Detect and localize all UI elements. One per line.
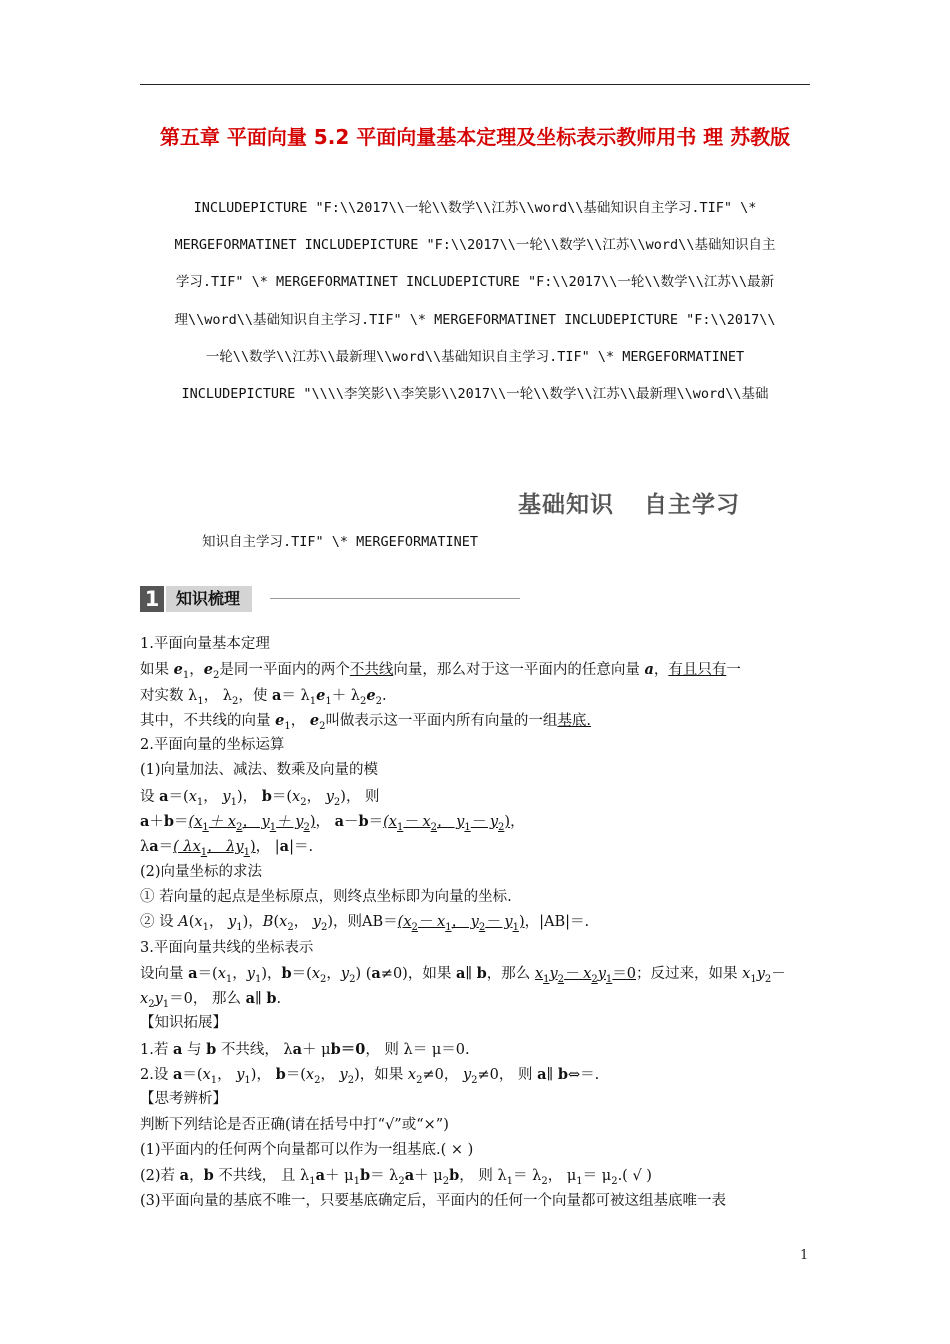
field-code-continuation: 知识自主学习.TIF" \* MERGEFORMATINET [202, 534, 479, 550]
document-title: 第五章 平面向量 5.2 平面向量基本定理及坐标表示教师用书 理 苏教版 [159, 125, 791, 149]
text-run: ) ( [355, 965, 372, 982]
text-run: y [228, 914, 237, 931]
text-run: b [261, 787, 272, 805]
text-run: 如果 [140, 662, 174, 679]
text-run: 1 [309, 695, 317, 707]
text-run: ＋ y [276, 814, 304, 831]
banner-left: 基础知识 [518, 492, 614, 518]
text-run: ＝0， 那么 [169, 991, 246, 1008]
text-run: 1 [225, 973, 233, 985]
text-run: ) [504, 814, 511, 831]
text-run: ， [189, 1168, 204, 1185]
text-run: 1 [230, 796, 237, 808]
text-run: 2 [319, 720, 326, 732]
heading-coordinate-ops: 2.平面向量的坐标运算 [140, 737, 285, 754]
text-run: 1 [197, 695, 204, 707]
text-run: ( λx [173, 839, 201, 856]
text-run: 1 [162, 999, 170, 1011]
text-run: a [172, 1040, 183, 1058]
text-run: － y [470, 814, 499, 831]
text-run: ＋ [149, 814, 164, 831]
text-run: 2 [314, 1074, 321, 1086]
text-line [140, 986, 820, 1011]
heading-knowledge-extension: 【知识拓展】 [140, 1015, 227, 1032]
text-run: 与 [182, 1041, 207, 1058]
text-run: 设向量 [140, 965, 189, 982]
text-run: ， λy [207, 839, 244, 856]
text-run: )， [261, 965, 282, 982]
text-run: ② 设 [140, 914, 179, 931]
text-line [140, 910, 820, 935]
text-run: ∥ [255, 991, 267, 1008]
text-run: ＝ λ [281, 687, 310, 704]
text-run: A [178, 914, 189, 931]
text-run: 2 [416, 1074, 423, 1086]
subheading: (1)向量加法、减法、数乘及向量的模 [140, 762, 379, 779]
text-run: b [330, 1040, 341, 1058]
text-run: 其中，不共线的向量 [140, 712, 276, 729]
field-code-line: INCLUDEPICTURE "\\\\李笑影\\李笑影\\2017\\一轮\\数学\\江苏\\最新理\\word\\基础 [181, 386, 769, 402]
text-run: 叫做表示这一平面内所有向量的一组 [325, 712, 558, 729]
text-run: 1 [182, 670, 190, 682]
text-run: a [159, 787, 169, 805]
text-run: 是同一平面内的两个 [219, 662, 350, 679]
text-run: x [292, 788, 301, 805]
text-run: 1 [236, 922, 243, 934]
text-run: ＝ [174, 814, 189, 831]
text-run: ， [320, 1067, 340, 1084]
field-code-line: 学习.TIF" \* MERGEFORMATINET INCLUDEPICTURE "F:\\2017\\一轮\\数学\\江苏\\最新 [175, 274, 775, 290]
text-run: a [188, 964, 198, 982]
section-number-badge: 1 [140, 586, 164, 612]
text-run: 2 [360, 695, 367, 707]
text-run: ＝ [368, 814, 384, 831]
text-run: ＝( [182, 1067, 203, 1084]
text-run: ＝ μ [582, 1168, 612, 1185]
text-run: 1 [254, 973, 262, 985]
field-code-line: 理\\word\\基础知识自主学习.TIF" \* MERGEFORMATINET INCLUDEPICTURE "F:\\2017\\ [174, 312, 776, 328]
text-run: 1 [284, 720, 291, 732]
text-run: x [407, 1067, 417, 1084]
text-run: x [194, 914, 203, 931]
text-run: y [222, 788, 231, 805]
text-run: a [644, 661, 654, 679]
text-run: a [140, 813, 150, 831]
text-run: 1 [506, 1176, 514, 1188]
text-run: )，则AB＝ [327, 914, 398, 931]
text-run: a [271, 686, 282, 704]
text-run: y [340, 965, 350, 982]
text-run: y [549, 965, 558, 982]
text-run: 1 [353, 1176, 360, 1188]
text-run: y [339, 1067, 348, 1084]
field-code-line: INCLUDEPICTURE "F:\\2017\\一轮\\数学\\江苏\\word\\基础知识自主学习.TIF" \* [193, 200, 757, 216]
text-line: ① 若向量的起点是坐标原点，则终点坐标即为向量的坐标. [140, 888, 512, 905]
text-line [140, 683, 820, 708]
text-line [140, 1163, 820, 1188]
text-run: (x [188, 814, 203, 831]
text-run: ＋ x [208, 814, 237, 831]
text-run: x [279, 914, 288, 931]
text-run: 2 [442, 1176, 450, 1188]
text-run: )， 则 [340, 788, 380, 805]
text-run: 1 [750, 973, 757, 985]
text-run: 有且只有 [668, 662, 727, 679]
text-run: ， | [255, 839, 280, 856]
text-run: e [309, 711, 320, 729]
top-rule [140, 84, 810, 85]
text-run: x [217, 965, 226, 982]
text-run: ， [326, 965, 341, 982]
text-run: e [316, 686, 326, 704]
section-label: 知识梳理 [166, 586, 252, 612]
heading-think-analyze: 【思考辨析】 [140, 1091, 227, 1108]
text-run: 1 [269, 821, 277, 833]
text-run: a [537, 1066, 547, 1084]
text-run: － x [564, 965, 592, 982]
text-line [140, 708, 820, 733]
text-run: 一 [726, 662, 741, 679]
text-run: x [311, 965, 320, 982]
text-line [140, 809, 820, 834]
text-line [140, 834, 820, 859]
text-run: 2 [430, 821, 438, 833]
text-run: a [172, 1066, 183, 1084]
text-run: ， [217, 1067, 237, 1084]
text-run: e [203, 661, 213, 679]
section-rule [270, 598, 520, 599]
text-run: ；反过来，如果 [636, 965, 743, 982]
text-run: ＝( [291, 965, 312, 982]
subheading: (2)向量坐标的求法 [140, 863, 263, 880]
text-run: )， [242, 914, 263, 931]
text-run: b [275, 1066, 286, 1084]
text-line: (1)平面内的任何两个向量都可以作为一组基底.( × ) [140, 1141, 474, 1158]
text-run: y [246, 965, 255, 982]
text-run: (x [383, 814, 397, 831]
text-run: ， [653, 662, 669, 679]
text-run: a [404, 1167, 415, 1185]
text-run: x [188, 788, 197, 805]
text-run: ⇔＝. [567, 1067, 600, 1084]
text-run: ＋ μ [414, 1168, 443, 1185]
text-run: 1 [576, 1176, 583, 1188]
text-run: ∥ [465, 965, 477, 982]
field-code-line: 一轮\\数学\\江苏\\最新理\\word\\基础知识自主学习.TIF" \* MERGEFORMATINET [205, 349, 745, 365]
text-run: e [173, 661, 183, 679]
text-run: 1 [464, 821, 471, 833]
text-run: a [455, 964, 466, 982]
text-run: 2 [478, 922, 486, 934]
text-run: b [266, 990, 277, 1008]
text-run: x [140, 991, 149, 1008]
text-run: ＝ λ [370, 1168, 399, 1185]
text-run: 2 [321, 922, 328, 934]
text-run: 2 [320, 973, 327, 985]
text-line [140, 961, 820, 986]
text-run: 1.若 [140, 1041, 173, 1058]
text-line [140, 784, 820, 809]
text-run: ＝( [285, 1067, 306, 1084]
text-run: ＝ [158, 839, 174, 856]
page-number: 1 [800, 1248, 809, 1263]
text-run: 2 [398, 1176, 405, 1188]
text-run: x [305, 1067, 315, 1084]
text-run: － x [403, 814, 431, 831]
text-run: )， [236, 788, 262, 805]
text-run: ， [306, 788, 326, 805]
text-run: ( [188, 914, 195, 931]
text-run: 2 [375, 695, 382, 707]
text-run: ， μ [547, 1168, 577, 1185]
text-run: y [236, 1067, 245, 1084]
text-run: ＋ μ [302, 1041, 331, 1058]
text-run: e [275, 711, 285, 729]
text-run: ，那么 [486, 965, 535, 982]
text-run: ， [293, 914, 313, 931]
text-run: ∥ [546, 1067, 558, 1084]
text-run: e [366, 686, 376, 704]
text-line [140, 657, 820, 682]
text-run: ， [315, 814, 335, 831]
text-run: ， [203, 788, 223, 805]
text-run: ， [290, 712, 310, 729]
text-run: 2 [300, 796, 307, 808]
text-run: ＝( [168, 788, 189, 805]
text-run: 1 [200, 847, 208, 859]
text-run: |＝. [289, 839, 314, 856]
text-run: － [771, 965, 786, 982]
text-run: 2 [764, 973, 772, 985]
text-run: 2 [411, 922, 418, 934]
text-run: 基底. [557, 712, 592, 729]
text-run: a [179, 1167, 190, 1185]
text-line: (3)平面向量的基底不唯一，只要基底确定后，平面内的任何一个向量都可被这组基底唯一表 [140, 1192, 727, 1209]
text-run: 2 [541, 1176, 548, 1188]
text-run: 2.设 [140, 1067, 173, 1084]
section-header [140, 586, 520, 612]
text-run: ) [518, 914, 525, 931]
text-run: 1 [309, 1176, 316, 1188]
banner-right: 自主学习 [644, 492, 740, 518]
text-run: ＝0 [340, 1040, 366, 1058]
text-run: － x [417, 914, 446, 931]
text-run: B [262, 914, 274, 931]
text-run: 1 [243, 847, 250, 859]
field-code-line: MERGEFORMATINET INCLUDEPICTURE "F:\\2017\\一轮\\数学\\江苏\\word\\基础知识自主 [174, 237, 776, 253]
text-run: ＝ λ [513, 1168, 542, 1185]
text-run: ， 则 λ [459, 1168, 507, 1185]
text-run: ， y [242, 814, 270, 831]
text-run: λ [140, 839, 150, 856]
text-run: ( [273, 914, 280, 931]
text-run: 2 [557, 973, 565, 985]
text-run: ＋ λ [331, 687, 360, 704]
text-run: － y [485, 914, 513, 931]
text-run: .( √ ) [617, 1168, 652, 1185]
text-run: )， [250, 1067, 276, 1084]
text-run: 对实数 λ [140, 687, 198, 704]
text-run: 设 [140, 788, 160, 805]
heading-collinear: 3.平面向量共线的坐标表示 [140, 939, 314, 956]
text-run: 向量，那么对于这一平面内的任意向量 [393, 662, 645, 679]
text-run: ，使 [238, 687, 272, 704]
text-run: － [344, 814, 359, 831]
text-run: a [334, 813, 344, 831]
text-line [140, 1037, 820, 1062]
text-run: 2 [349, 973, 356, 985]
text-run: 2 [303, 821, 310, 833]
text-run: ＝( [271, 788, 293, 805]
text-run: 1 [202, 821, 209, 833]
text-run: ，|AB|＝. [524, 914, 590, 931]
text-run: 2 [471, 1074, 478, 1086]
text-run: b [449, 1167, 460, 1185]
text-run: 2 [148, 999, 155, 1011]
text-run: 1 [605, 973, 613, 985]
text-run: ， y [451, 914, 479, 931]
text-run: b [557, 1066, 568, 1084]
text-run: a [292, 1040, 303, 1058]
text-run: b [206, 1040, 217, 1058]
text-run: y [312, 914, 321, 931]
text-run: ， λ [203, 687, 232, 704]
text-run: b [476, 964, 487, 982]
text-run: a [371, 964, 381, 982]
text-run: 2 [212, 670, 220, 682]
text-run: 1 [512, 922, 519, 934]
text-run: b [359, 1167, 371, 1185]
text-run: ， [510, 814, 525, 831]
text-run: . [276, 991, 282, 1008]
text-run: a [315, 1167, 326, 1185]
text-run: ， [232, 965, 247, 982]
section-banner [518, 486, 740, 519]
text-run: 2 [236, 821, 243, 833]
text-run: 不共线， λ [216, 1041, 293, 1058]
text-run: y [325, 788, 334, 805]
text-run: 1 [244, 1074, 251, 1086]
text-run: y [462, 1067, 472, 1084]
text-run: )，如果 [354, 1067, 408, 1084]
text-run: . [381, 687, 387, 704]
text-run: a [149, 838, 159, 856]
text-run: ＝( [197, 965, 218, 982]
text-run: y [154, 991, 163, 1008]
text-run: y [756, 965, 765, 982]
text-run: 不共线， 且 λ [213, 1168, 310, 1185]
text-run: ≠0)，如果 [380, 965, 456, 982]
text-run: 1 [210, 1074, 218, 1086]
text-run: 2 [232, 695, 239, 707]
text-run: b [281, 964, 292, 982]
text-run: ＝0 [612, 965, 637, 982]
text-run: 2 [591, 973, 598, 985]
text-run: x [534, 965, 544, 982]
text-line: 判断下列结论是否正确(请在括号中打“√”或“×”) [140, 1116, 449, 1133]
text-run: ， [208, 914, 229, 931]
text-run: 1 [325, 695, 332, 707]
text-run: 1 [196, 796, 204, 808]
text-run: x [742, 965, 751, 982]
text-run: ＋ μ [325, 1168, 354, 1185]
text-run: (x [397, 914, 412, 931]
text-run: ) [250, 839, 256, 856]
text-run: b [358, 813, 369, 831]
text-run: ， 则 λ＝ μ＝0. [365, 1041, 470, 1058]
text-run: 1 [396, 821, 404, 833]
text-run: x [202, 1067, 211, 1084]
text-run: y [597, 965, 606, 982]
text-run: a [245, 990, 255, 1008]
text-line [140, 1062, 820, 1087]
text-run: 2 [498, 821, 505, 833]
text-run: 2 [347, 1074, 355, 1086]
heading-basic-theorem: 1.平面向量基本定理 [140, 636, 270, 652]
document-body [140, 632, 820, 1214]
text-run: 2 [287, 922, 294, 934]
text-run: ≠0， [422, 1067, 463, 1084]
text-run: ≠0， 则 [477, 1067, 538, 1084]
text-run: 不共线 [349, 662, 394, 679]
text-run: ， [189, 662, 204, 679]
text-run: ) [309, 814, 316, 831]
text-run: ， y [437, 814, 465, 831]
text-run: (2)若 [140, 1168, 180, 1185]
text-run: b [163, 813, 175, 831]
text-run: a [279, 838, 290, 856]
text-run: 1 [445, 922, 452, 934]
text-run: 2 [611, 1176, 618, 1188]
text-run: 2 [333, 796, 341, 808]
text-run: 1 [543, 973, 550, 985]
text-run: 1 [202, 922, 209, 934]
text-run: b [203, 1167, 214, 1185]
